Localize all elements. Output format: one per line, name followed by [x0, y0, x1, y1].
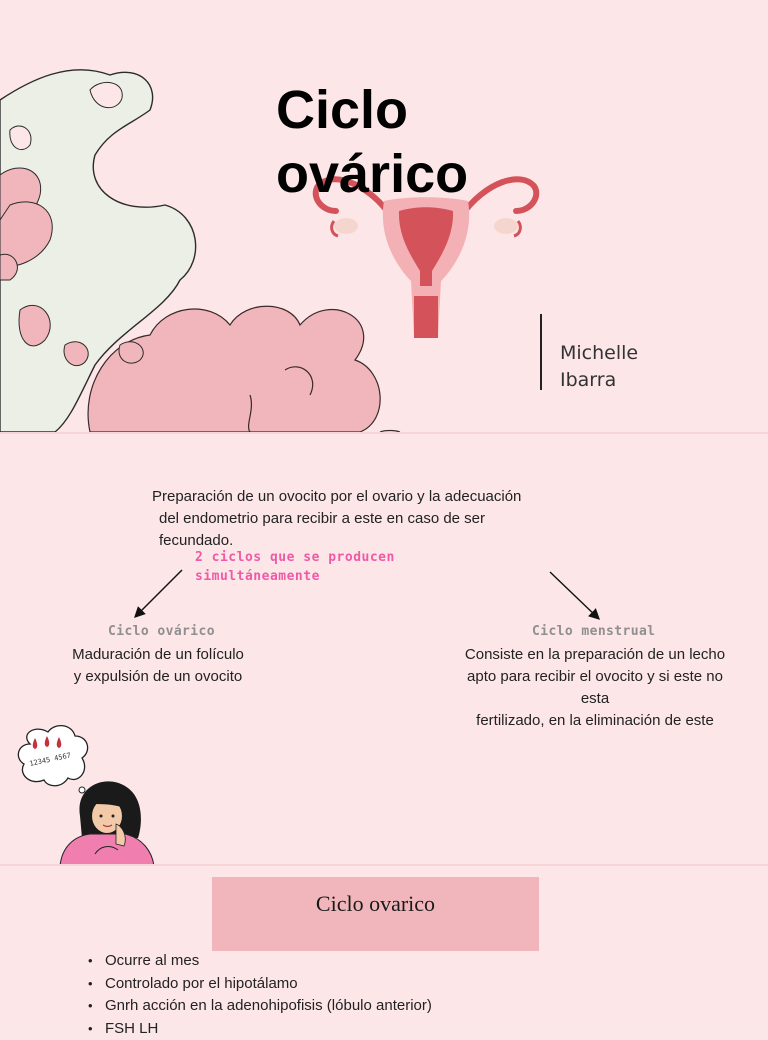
section-header: Ciclo ovarico [212, 891, 539, 917]
list-item-text: Gnrh acción en la adenohipofisis (lóbulo anterior) [105, 997, 432, 1014]
section-header-box [212, 877, 539, 951]
description-line: Consiste en la preparación de un lecho [440, 644, 750, 666]
list-item-text: Ocurre al mes [105, 952, 199, 969]
author-first-name: Michelle [560, 340, 638, 367]
subtitle-line: simultáneamente [195, 567, 395, 586]
list-item [88, 995, 432, 1018]
woman-thinking-illustration [10, 726, 170, 866]
ovarian-cycle-description [46, 644, 270, 688]
cycles-slide [0, 434, 768, 864]
bullet-icon: • [88, 1018, 93, 1040]
author-last-name: Ibarra [560, 367, 638, 394]
list-item [88, 1018, 432, 1040]
intro-line: Preparación de un ovocito por el ovario y la adecuación [152, 486, 572, 508]
bullet-list [88, 950, 432, 1040]
title-slide [0, 0, 768, 432]
intro-line: fecundado. [152, 530, 572, 552]
ovarian-cycle-title: Ciclo ovárico [108, 624, 215, 639]
right-arrow-icon [550, 572, 598, 618]
intro-line: del endometrio para recibir a este en caso de ser [152, 508, 572, 530]
description-line: fertilizado, en la eliminación de este [440, 710, 750, 732]
calendar-numbers: 12345 4567 [29, 751, 72, 768]
bullet-icon: • [88, 995, 93, 1018]
list-item [88, 950, 432, 973]
author-divider [540, 314, 542, 390]
subtitle-line: 2 ciclos que se producen [195, 548, 395, 567]
description-line: apto para recibir el ovocito y si este no [440, 666, 750, 688]
title-line: ovárico [276, 142, 468, 206]
author-name [560, 340, 638, 394]
description-line: Maduración de un folículo [46, 644, 270, 666]
bullet-icon: • [88, 950, 93, 973]
description-line: esta [440, 688, 750, 710]
page-title [276, 78, 468, 206]
list-item-text: FSH LH [105, 1020, 158, 1037]
menstrual-cycle-description [440, 644, 750, 732]
list-item [88, 973, 432, 996]
description-line: y expulsión de un ovocito [46, 666, 270, 688]
left-arrow-icon [136, 570, 182, 616]
ovarian-cycle-slide [0, 866, 768, 1024]
title-line: Ciclo [276, 78, 468, 142]
bullet-icon: • [88, 973, 93, 996]
menstrual-cycle-title: Ciclo menstrual [532, 624, 655, 639]
list-item-text: Controlado por el hipotálamo [105, 975, 298, 992]
